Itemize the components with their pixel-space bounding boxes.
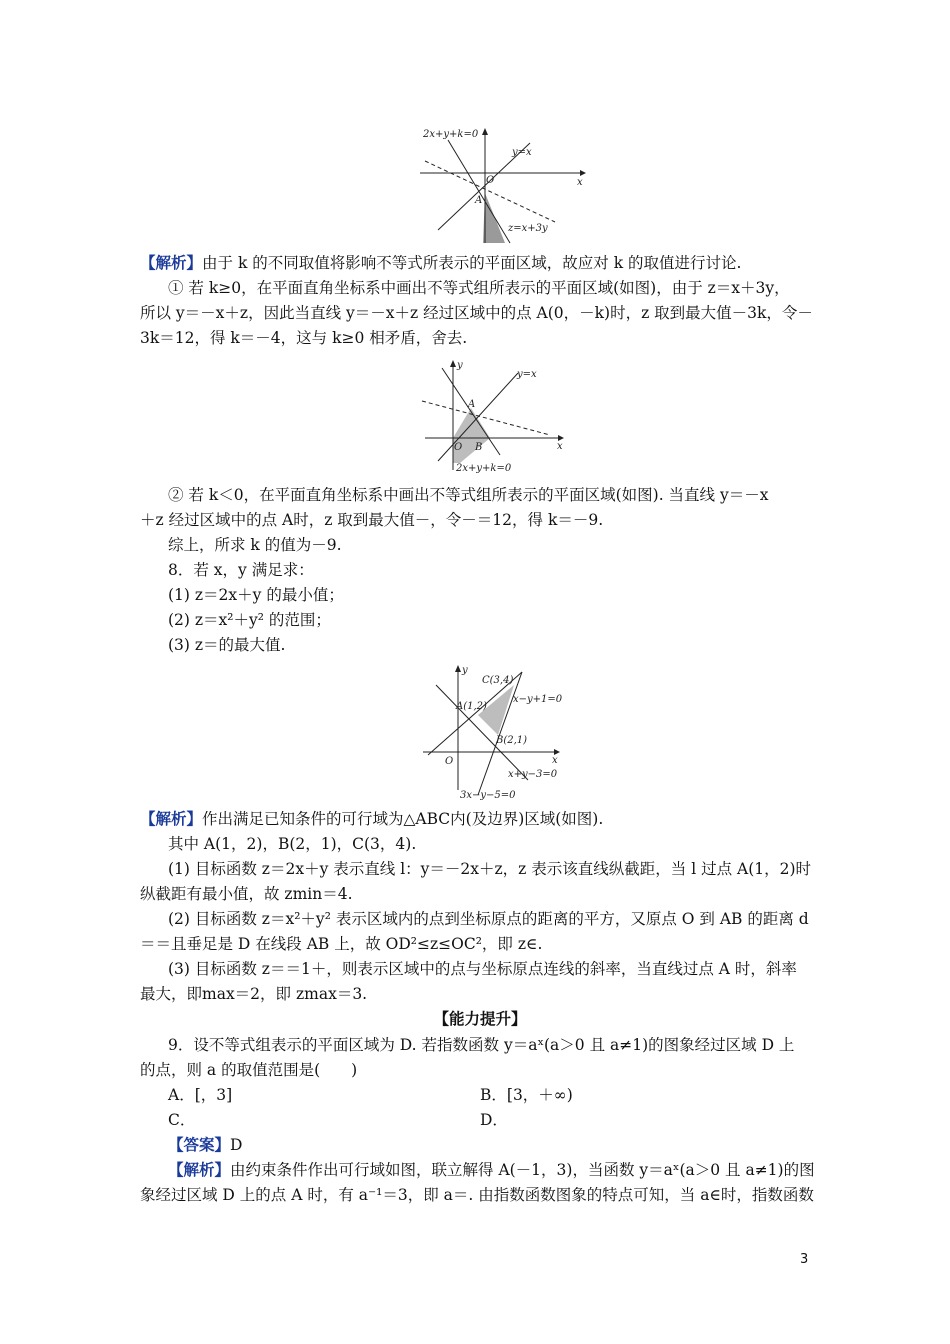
fig2-label-line-k: 2x+y+k=0 [456,463,512,474]
answer-tag: 【答案】 [168,1135,231,1154]
option-a: A．[，3] [168,1086,233,1104]
text-line-5: ② 若 k＜0，在平面直角坐标系中画出不等式组所表示的平面区域(如图). 当直线 y＝－x [168,486,769,504]
text-line-26: 象经过区域 D 上的点 A 时，有 a⁻¹＝3，即 a＝. 由指数函数图象的特点可知，当 a∈时，指数函数 [140,1186,814,1204]
section-heading: 【能力提升】 [433,1009,527,1028]
fig2-label-y-axis: y [457,360,463,371]
fig1-label-origin: O [486,175,495,186]
fig3-label-B: B(2,1) [496,735,528,746]
analysis-tag-2: 【解析】 [140,809,203,828]
text-line-15: 纵截距有最小值，故 zmin＝4. [140,885,353,903]
text-line-1 [140,252,820,274]
fig1-label-objective: z=x+3y [508,223,548,234]
figure-1-graph [420,125,590,245]
figure-2-graph [420,355,570,477]
figure-3-graph [418,660,568,800]
text-line-6: ＋z 经过区域中的点 A时，z 取到最大值－，令－＝12，得 k＝－9. [140,511,604,529]
text-line-21: 9．设不等式组表示的平面区域为 D. 若指数函数 y＝aˣ(a＞0 且 a≠1)的图象经过区域 D 上 [168,1036,795,1054]
option-b: B．[3，＋∞) [480,1086,573,1104]
fig3-label-x-axis: x [552,755,558,766]
text-l25: 由约束条件作出可行域如图，联立解得 A(－1，3)，当函数 y＝aˣ(a＞0 且 a≠1)的图 [230,1161,815,1179]
text-line-22: 的点，则 a 的取值范围是( ) [140,1061,358,1079]
fig3-label-origin: O [445,756,454,767]
fig2-label-y-eq-x: y=x [517,369,537,380]
text-line-2: ① 若 k≥0，在平面直角坐标系中画出不等式组所表示的平面区域(如图)，由于 z＝x＋3y， [168,279,790,297]
fig1-label-line-k: 2x+y+k=0 [423,129,479,140]
fig3-label-A: A(1,2) [456,701,487,712]
fig3-label-C: C(3,4) [482,675,514,686]
fig1-label-y-eq-x: y=x [512,147,532,158]
answer-value: D [230,1136,243,1154]
fig3-label-line-x-minus-y: x−y+1=0 [513,694,563,705]
option-d: D． [480,1111,508,1129]
fig3-label-y-axis: y [462,665,468,676]
text-line-11: (3) z＝的最大值. [168,636,286,654]
fig3-label-line-3x: 3x−y−5=0 [460,790,516,800]
fig2-label-x-axis: x [557,441,563,452]
text-l1: 由于 k 的不同取值将影响不等式所表示的平面区域，故应对 k 的取值进行讨论. [202,254,742,272]
text-line-16: (2) 目标函数 z＝x²＋y² 表示区域内的点到坐标原点的距离的平方，又原点 O 到 AB 的距离 d [168,910,809,928]
option-c: C． [168,1111,196,1129]
fig1-label-x-axis: x [577,177,583,188]
text-line-18: (3) 目标函数 z＝＝1＋，则表示区域中的点与坐标原点连线的斜率，当直线过点 A 时，斜率 [168,960,797,978]
text-line-25 [168,1159,848,1181]
text-line-14: (1) 目标函数 z＝2x＋y 表示直线 l：y＝－2x＋z，z 表示该直线纵截距，当 l 过点 A(1，2)时 [168,860,812,878]
text-l12: 作出满足已知条件的可行域为△ABC内(及边界)区域(如图). [202,810,604,828]
text-line-3: 所以 y＝－x＋z，因此当直线 y＝－x＋z 经过区域中的点 A(0，－k)时，z 取到最大值－3k，令－ [140,304,813,322]
text-line-12 [140,808,820,830]
fig2-label-A: A [468,399,476,410]
text-line-9: (1) z＝2x＋y 的最小值； [168,586,344,604]
analysis-tag-3: 【解析】 [168,1160,231,1179]
fig1-label-A: A [475,195,483,206]
fig2-label-B: B [475,442,483,453]
text-line-19: 最大，即max＝2，即 zmax＝3. [140,985,368,1003]
analysis-tag: 【解析】 [140,253,203,272]
page-number: 3 [800,1252,809,1267]
text-line-17: ＝＝且垂足是 D 在线段 AB 上，故 OD²≤z≤OC²，即 z∈. [140,935,543,953]
text-line-10: (2) z＝x²＋y² 的范围； [168,611,331,629]
fig3-label-line-x-plus-y: x+y−3=0 [508,769,558,780]
answer-line [168,1134,848,1156]
text-line-7: 综上，所求 k 的值为－9. [168,536,342,554]
figure-2-shaded-region [453,408,490,463]
text-line-13: 其中 A(1，2)，B(2，1)，C(3，4). [168,835,417,853]
text-line-4: 3k＝12，得 k＝－4，这与 k≥0 相矛盾，舍去. [140,329,468,347]
text-line-8: 8．若 x，y 满足求： [168,561,314,579]
fig2-label-origin: O [454,442,463,453]
figure-1-shaded-region [483,193,505,243]
